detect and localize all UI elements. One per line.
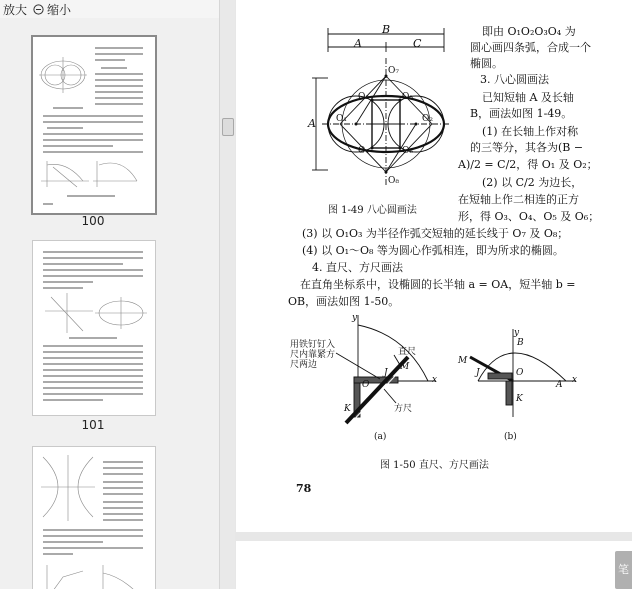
text-line: 形，得 O₃、O₄、O₅ 及 O₆； [458,210,600,223]
document-page [236,0,632,532]
zoom-out-button[interactable] [33,1,71,18]
figure-1-50-caption: 图 1-50 直尺、方尺画法 [380,460,489,471]
text-line: 3. 八心圆画法 [480,73,549,86]
notes-side-tab[interactable]: 笔 [615,551,632,589]
fig150-label-ruler: 直尺 [398,347,417,357]
figure-1-49-caption: 图 1-49 八心圆画法 [328,205,417,216]
thumbnail-sidebar [0,18,219,589]
fig150-label-J-b: J [476,368,480,378]
thumbnail-page-101-preview [33,241,155,415]
zoom-in-button[interactable] [0,1,27,18]
thumbnail-page-102-preview [33,447,155,589]
fig149-label-O1: O₁ [336,114,347,124]
text-line: 已知短轴 A 及长轴 [482,91,574,104]
document-viewer [235,0,632,589]
next-document-page [236,541,632,589]
zoom-out-icon [33,4,44,15]
thumbnail-page-102[interactable] [32,446,156,589]
thumbnail-page-100-preview [33,37,155,213]
text-line: A)/2 = C/2，得 O₁ 及 O₂； [458,158,598,171]
fig150-label-K-b: K [516,394,523,404]
fig150-label-M-a: M [400,362,410,372]
zoom-in-label: 放大 [3,2,28,17]
fig149-label-O8: O₈ [388,176,399,186]
fig150-label-J-a: J [384,368,388,378]
fig150-label-O-b: O [516,368,524,378]
text-line: (4) 以 O₁～O₈ 等为圆心作弧相连，即为所求的椭圆。 [302,244,564,257]
fig150-label-square: 方尺 [394,404,413,414]
fig150-label-K-a: K [344,404,351,414]
text-line: (2) 以 C/2 为边长， [482,176,583,189]
fig150-note-line2: 尺内靠紧方 [290,350,336,360]
fig150-label-x-b: x [572,375,578,385]
fig149-label-O7: O₇ [388,66,399,76]
page-number: 78 [296,482,312,495]
sidebar-scrollbar[interactable] [219,0,235,589]
fig150-label-x-a: x [432,375,438,385]
text-line: (3) 以 O₁O₃ 为半径作弧交短轴的延长线于 O₇ 及 O₈； [302,227,569,240]
text-line: 圆心画四条弧，合成一个 [470,41,591,54]
fig149-label-O5: O₅ [402,92,413,102]
text-line: 的三等分，其各为(B − [470,141,584,154]
fig150-note-line1: 用铁钉钉入 [290,340,336,350]
text-line: B，画法如图 1-49。 [470,107,573,120]
thumbnail-label: 101 [81,418,105,432]
text-line: 4. 直尺、方尺画法 [312,261,403,274]
fig150-subcaption-a: (a) [374,432,387,442]
fig149-label-A-side: A [308,117,316,130]
fig150-label-A-b: A [556,380,563,390]
thumbnail-label: 100 [81,214,105,228]
fig150-label-M-b: M [458,356,468,366]
text-line: 在直角坐标系中，设椭圆的长半轴 a = OA，短半轴 b = [300,278,576,291]
toolbar [0,0,234,18]
fig149-label-C: C [413,37,422,50]
fig150-subcaption-b: (b) [504,432,517,442]
fig149-label-O3: O₃ [358,92,369,102]
thumbnail-page-101[interactable] [32,240,156,416]
fig149-label-B: B [382,23,391,36]
fig149-label-O2: O₂ [422,114,433,124]
thumbnail-page-100[interactable] [31,35,157,215]
zoom-out-label: 缩小 [47,2,72,17]
scrollbar-thumb[interactable] [222,118,234,136]
fig150-note-line3: 尺两边 [290,360,318,370]
text-line: (1) 在长轴上作对称 [482,125,579,138]
text-line: OB，画法如图 1-50。 [288,295,400,308]
fig149-label-O6: O₆ [402,146,413,156]
text-line: 在短轴上作二相连的正方 [458,193,579,206]
text-line: 椭圆。 [470,57,503,70]
text-line: 即由 O₁O₂O₃O₄ 为 [482,25,576,38]
fig150-label-y-b: y [514,328,520,338]
fig150-label-y-a: y [352,313,358,323]
fig149-label-O4: O₄ [358,146,369,156]
fig149-label-A-top: A [354,37,362,50]
fig150-label-O-a: O [362,380,370,390]
fig150-label-B-b: B [517,338,524,348]
